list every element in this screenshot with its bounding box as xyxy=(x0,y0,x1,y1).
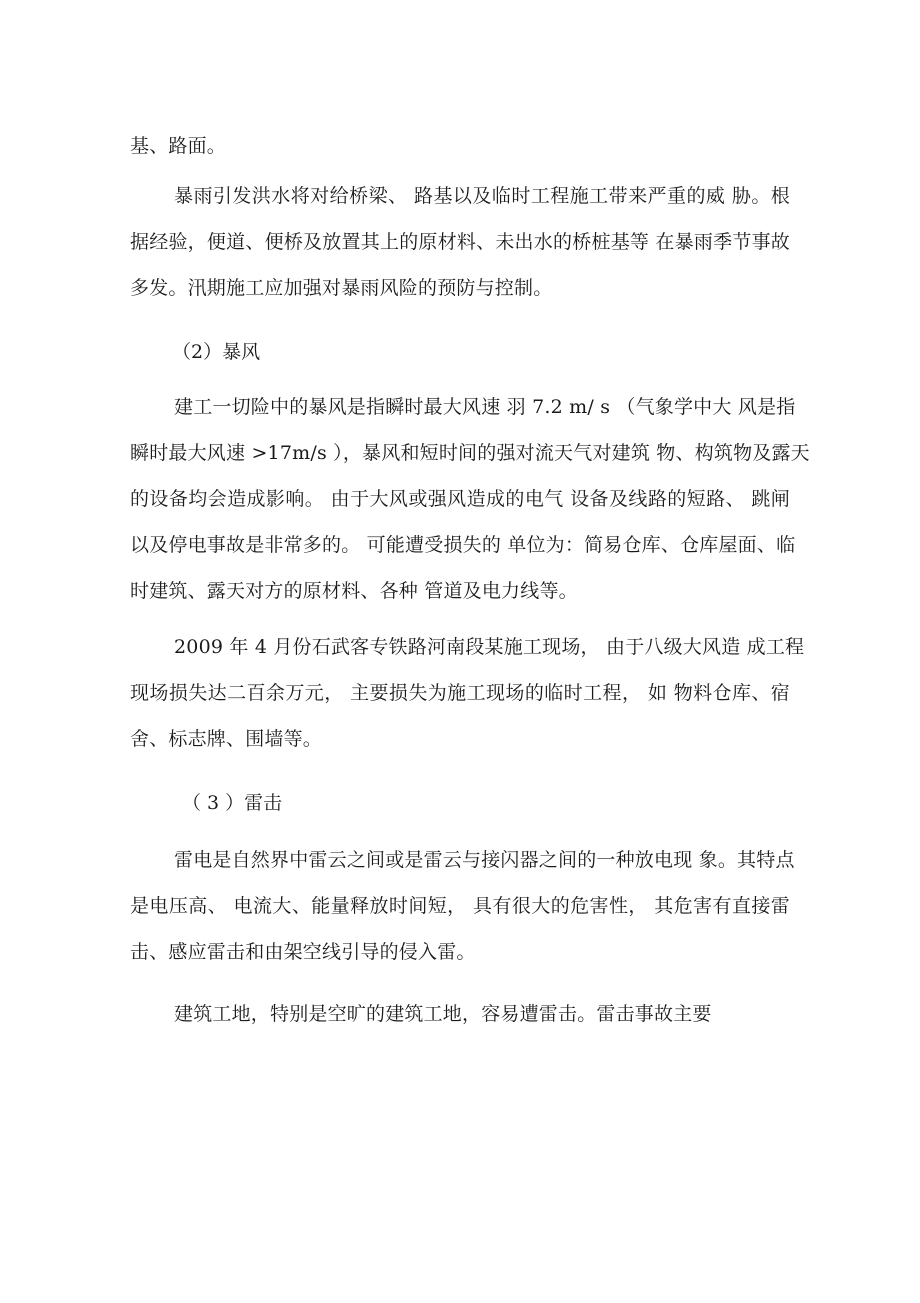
text-line: 建筑工地，特别是空旷的建筑工地，容易遭雷击。雷击事故主要 xyxy=(174,1003,712,1025)
text-line: 雷电是自然界中雷云之间或是雷云与接闪器之间的一种放电现 象。其特点 xyxy=(174,849,795,871)
text-line: 舍、标志牌、围墙等。 xyxy=(130,728,323,750)
text-line: 现场损失达二百余万元， 主要损失为施工现场的临时工程， 如 物料仓库、宿 xyxy=(130,682,790,704)
text-line: 以及停电事故是非常多的。 可能遭受损失的 单位为：简易仓库、仓库屋面、临 xyxy=(130,534,796,556)
section-heading-lightning: （ 3 ）雷击 xyxy=(182,792,283,814)
section-heading-windstorm: （2）暴风 xyxy=(172,341,261,363)
paragraph-rainstorm xyxy=(130,183,790,321)
paragraph-lightning xyxy=(130,847,795,985)
text-line: 建工一切险中的暴风是指瞬时最大风速 羽 7.2 m/ s （气象学中大 风是指 xyxy=(174,396,796,418)
paragraph-case-2009 xyxy=(130,634,805,772)
text-line: 2009 年 4 月份石武客专铁路河南段某施工现场， 由于八级大风造 成工程 xyxy=(174,636,805,658)
text-line: 暴雨引发洪水将对给桥梁、 路基以及临时工程施工带来严重的威 胁。根 xyxy=(174,185,790,207)
text-line: 时建筑、露天对方的原材料、各种 管道及电力线等。 xyxy=(130,580,578,602)
text-line: 基、路面。 xyxy=(130,135,227,157)
text-line: 多发。汛期施工应加强对暴雨风险的预防与控制。 xyxy=(130,277,553,299)
paragraph-continuation xyxy=(130,133,790,179)
text-line: 击、感应雷击和由架空线引导的侵入雷。 xyxy=(130,941,476,963)
text-line: 是电压高、 电流大、能量释放时间短， 具有很大的危害性， 其危害有直接雷 xyxy=(130,895,790,917)
text-line: 据经验，便道、便桥及放置其上的原材料、未出水的桥桩基等 在暴雨季节事故 xyxy=(130,231,790,253)
paragraph-construction-site xyxy=(130,1001,790,1047)
text-line: 的设备均会造成影响。 由于大风或强风造成的电气 设备及线路的短路、 跳闸 xyxy=(130,488,790,510)
paragraph-windstorm xyxy=(130,394,810,624)
text-line: 瞬时最大风速 >17m/s ），暴风和短时间的强对流天气对建筑 物、构筑物及露天 xyxy=(130,442,810,464)
